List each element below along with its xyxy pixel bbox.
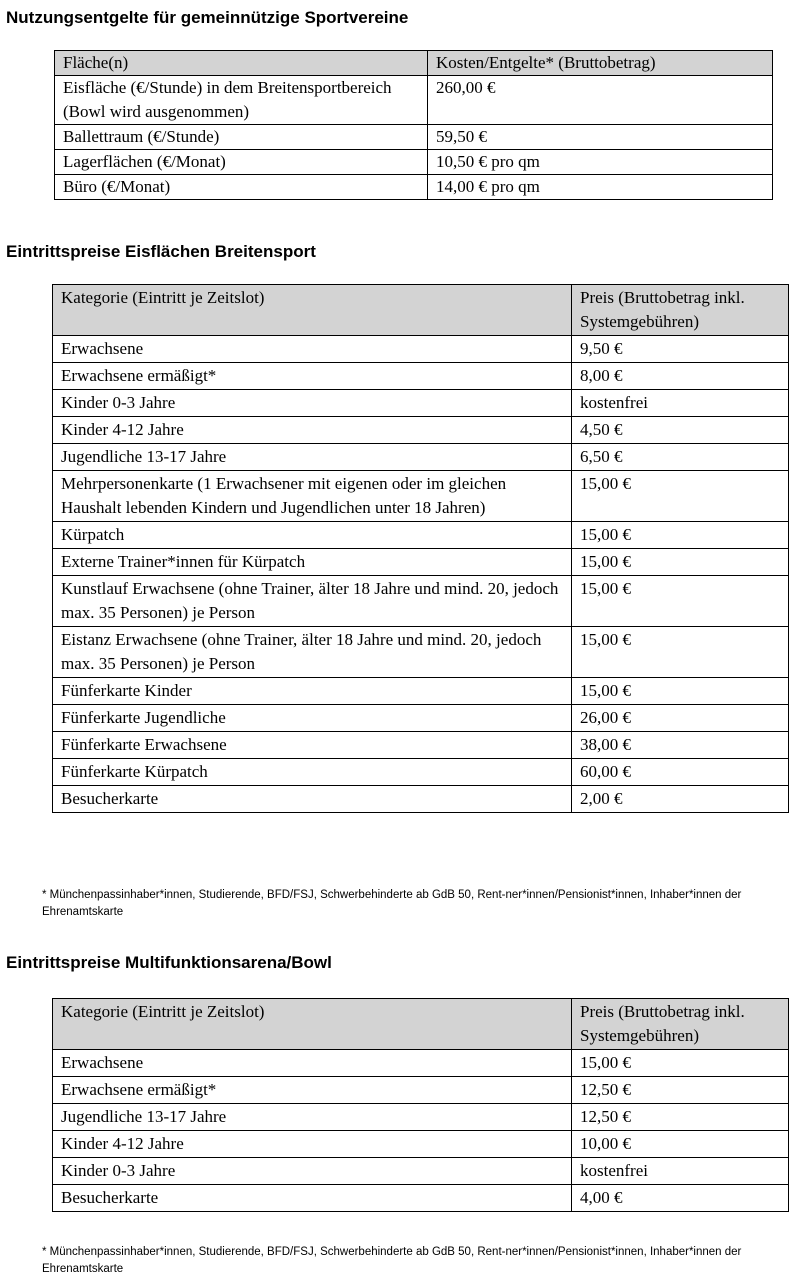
price-cell: 2,00 €: [572, 786, 789, 813]
table-row: [53, 1185, 789, 1212]
price-cell: 15,00 €: [572, 678, 789, 705]
label-cell: Ballettraum (€/Stunde): [55, 125, 428, 150]
label-cell: Büro (€/Monat): [55, 175, 428, 200]
price-cell: kostenfrei: [572, 1158, 789, 1185]
table-row: [53, 576, 789, 627]
table-row: [53, 732, 789, 759]
header-cell: Preis (Bruttobetrag inkl. Systemgebühren): [572, 999, 789, 1050]
label-cell: Kinder 0-3 Jahre: [53, 390, 572, 417]
label-cell: Jugendliche 13-17 Jahre: [53, 1104, 572, 1131]
price-cell: 15,00 €: [572, 576, 789, 627]
ice-prices-table: [52, 284, 789, 813]
price-cell: 9,50 €: [572, 336, 789, 363]
table-row: [53, 1050, 789, 1077]
label-cell: Kinder 4-12 Jahre: [53, 1131, 572, 1158]
arena-prices-table: [52, 998, 789, 1212]
header-cell: Kosten/Entgelte* (Bruttobetrag): [428, 51, 773, 76]
price-cell: 15,00 €: [572, 522, 789, 549]
label-cell: Lagerflächen (€/Monat): [55, 150, 428, 175]
label-cell: Erwachsene: [53, 336, 572, 363]
label-cell: Fünferkarte Kürpatch: [53, 759, 572, 786]
label-cell: Kinder 0-3 Jahre: [53, 1158, 572, 1185]
price-cell: 8,00 €: [572, 363, 789, 390]
table-row: [53, 471, 789, 522]
label-cell: Erwachsene ermäßigt*: [53, 363, 572, 390]
price-cell: 26,00 €: [572, 705, 789, 732]
usage-fees-table: [54, 50, 773, 200]
table-row: [53, 549, 789, 576]
header-cell: Kategorie (Eintritt je Zeitslot): [53, 999, 572, 1050]
label-cell: Erwachsene ermäßigt*: [53, 1077, 572, 1104]
label-cell: Mehrpersonenkarte (1 Erwachsener mit eigenen oder im gleichen Haushalt lebenden Kindern und Jugendlichen unter 18 Jahren): [53, 471, 572, 522]
label-cell: Kunstlauf Erwachsene (ohne Trainer, älter 18 Jahre und mind. 20, jedoch max. 35 Personen) je Person: [53, 576, 572, 627]
price-cell: 15,00 €: [572, 627, 789, 678]
label-cell: Erwachsene: [53, 1050, 572, 1077]
footnote-arena: * Münchenpassinhaber*innen, Studierende, BFD/FSJ, Schwerbehinderte ab GdB 50, Rent-ner*innen/Pensionist*innen, Inhaber*innen der Ehrenamtskarte: [42, 1246, 742, 1275]
table-row: [53, 1077, 789, 1104]
label-cell: Eistanz Erwachsene (ohne Trainer, älter 18 Jahre und mind. 20, jedoch max. 35 Personen) je Person: [53, 627, 572, 678]
label-cell: Fünferkarte Erwachsene: [53, 732, 572, 759]
label-cell: Kürpatch: [53, 522, 572, 549]
price-cell: 14,00 € pro qm: [428, 175, 773, 200]
price-cell: 15,00 €: [572, 471, 789, 522]
price-cell: 4,00 €: [572, 1185, 789, 1212]
table-row: [55, 150, 773, 175]
price-cell: 12,50 €: [572, 1077, 789, 1104]
table-row: [55, 76, 773, 125]
price-cell: 260,00 €: [428, 76, 773, 125]
price-cell: 38,00 €: [572, 732, 789, 759]
table-row: [53, 1131, 789, 1158]
table-row: [53, 1158, 789, 1185]
table-row: [53, 390, 789, 417]
price-cell: 60,00 €: [572, 759, 789, 786]
header-cell: Fläche(n): [55, 51, 428, 76]
header-cell: Kategorie (Eintritt je Zeitslot): [53, 285, 572, 336]
table-row: [53, 705, 789, 732]
label-cell: Eisfläche (€/Stunde) in dem Breitensportbereich (Bowl wird ausgenommen): [55, 76, 428, 125]
table-row: [53, 522, 789, 549]
table-row: [53, 627, 789, 678]
table-header-row: [53, 285, 789, 336]
price-cell: 10,00 €: [572, 1131, 789, 1158]
label-cell: Fünferkarte Kinder: [53, 678, 572, 705]
price-cell: 6,50 €: [572, 444, 789, 471]
table-row: [53, 759, 789, 786]
table-row: [53, 363, 789, 390]
table-row: [55, 175, 773, 200]
price-cell: 15,00 €: [572, 549, 789, 576]
table-row: [53, 786, 789, 813]
price-cell: 10,50 € pro qm: [428, 150, 773, 175]
footnote-ice: * Münchenpassinhaber*innen, Studierende, BFD/FSJ, Schwerbehinderte ab GdB 50, Rent-ner*innen/Pensionist*innen, Inhaber*innen der Ehrenamtskarte: [42, 889, 742, 918]
table-row: [53, 336, 789, 363]
price-cell: kostenfrei: [572, 390, 789, 417]
table-row: [53, 417, 789, 444]
label-cell: Besucherkarte: [53, 786, 572, 813]
section2-title: Eintrittspreise Eisflächen Breitensport: [6, 242, 316, 261]
section1-title: Nutzungsentgelte für gemeinnützige Sportvereine: [6, 8, 409, 27]
price-cell: 12,50 €: [572, 1104, 789, 1131]
label-cell: Besucherkarte: [53, 1185, 572, 1212]
table-header-row: [53, 999, 789, 1050]
table-header-row: [55, 51, 773, 76]
header-cell: Preis (Bruttobetrag inkl. Systemgebühren): [572, 285, 789, 336]
price-cell: 4,50 €: [572, 417, 789, 444]
section3-title: Eintrittspreise Multifunktionsarena/Bowl: [6, 953, 332, 972]
label-cell: Externe Trainer*innen für Kürpatch: [53, 549, 572, 576]
label-cell: Kinder 4-12 Jahre: [53, 417, 572, 444]
table-row: [55, 125, 773, 150]
table-row: [53, 444, 789, 471]
price-cell: 59,50 €: [428, 125, 773, 150]
table-row: [53, 1104, 789, 1131]
price-cell: 15,00 €: [572, 1050, 789, 1077]
label-cell: Fünferkarte Jugendliche: [53, 705, 572, 732]
label-cell: Jugendliche 13-17 Jahre: [53, 444, 572, 471]
table-row: [53, 678, 789, 705]
